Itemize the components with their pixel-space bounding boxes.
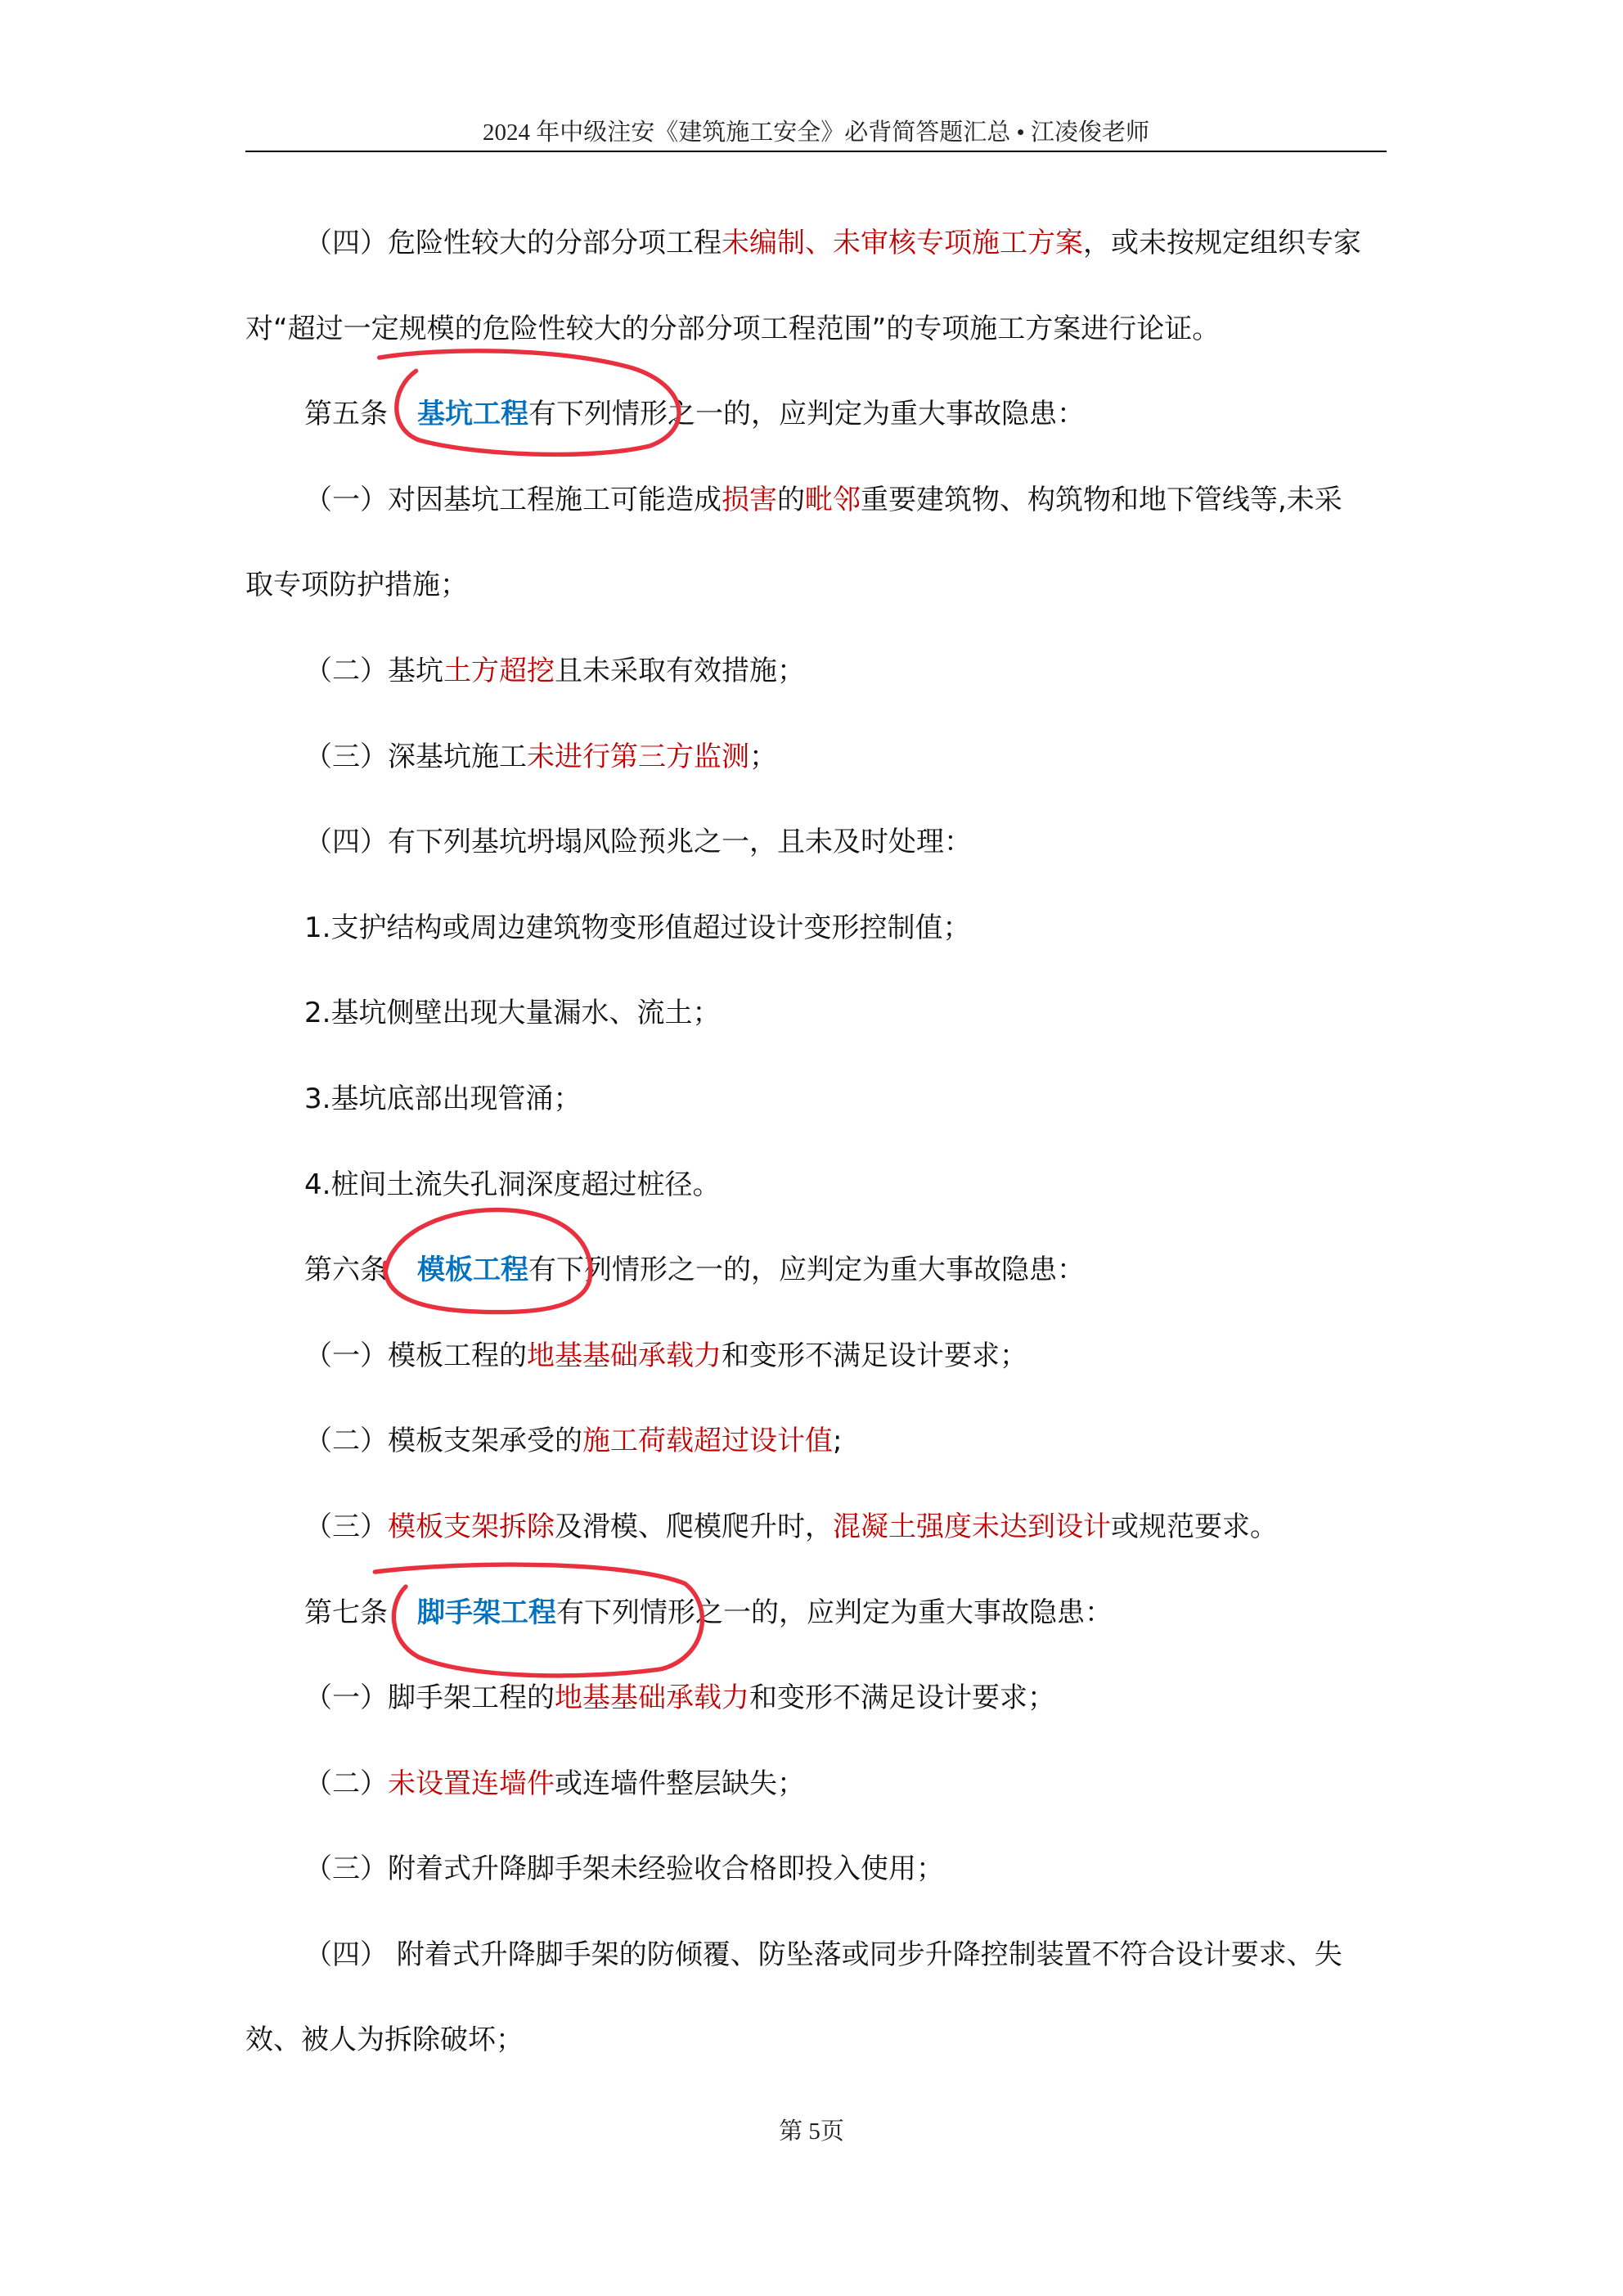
line-text: （四） 附着式升降脚手架的防倾覆、防坠落或同步升降控制装置不符合设计要求、失 [304,1938,1342,1971]
line-text: 有下列情形之一的，应判定为重大事故隐患： [528,1254,1085,1287]
text-line [245,1313,1387,1399]
text-line [245,457,1387,543]
line-text: （一）对因基坑工程施工可能造成 [304,483,722,516]
article-number: 第五条 [304,398,388,431]
article-subject-term: 基坑工程 [417,398,528,431]
line-text: （二）基坑 [304,654,443,687]
text-line [245,1912,1387,1998]
emphasis-red-text: 未进行第三方监测 [527,740,749,773]
line-text: 的 [777,483,805,516]
article-subject-term: 模板工程 [417,1254,528,1287]
text-line [245,1484,1387,1570]
line-text: （二）模板支架承受的 [304,1425,582,1458]
line-text: ; [833,1425,843,1458]
header-rule [245,151,1387,152]
emphasis-red-text: 地基基础承载力 [555,1681,749,1715]
emphasis-red-text: 损害 [722,483,777,516]
article-heading-line [245,371,1387,457]
emphasis-red-text: 施工荷载超过设计值 [582,1425,833,1458]
text-line [245,1398,1387,1484]
line-text: 效、被人为拆除破坏； [245,2024,524,2057]
line-text: 或连墙件整层缺失； [555,1767,805,1800]
numbered-item [245,1056,1387,1142]
line-text: 和变形不满足设计要求； [722,1339,1027,1372]
article-heading-line [245,1227,1387,1313]
page-header-title: 2024 年中级注安《建筑施工安全》必背简答题汇总 • 江凌俊老师 [483,119,1149,146]
emphasis-red-text: 土方超挖 [443,654,555,687]
article-number: 第七条 [304,1596,388,1629]
numbered-item [245,1142,1387,1228]
emphasis-red-text: 未编制、未审核专项施工方案 [722,227,1083,259]
line-text: 且未采取有效措施； [555,654,805,687]
text-line [245,628,1387,714]
article-heading-line [245,1570,1387,1656]
line-text: ； [749,740,777,773]
line-text: （一）模板工程的 [304,1339,527,1372]
line-text: 有下列情形之一的，应判定为重大事故隐患： [528,398,1085,431]
line-text: （四）有下列基坑坍塌风险预兆之一，且未及时处理： [304,826,972,859]
text-line [245,1655,1387,1741]
line-text: 1.支护结构或周边建筑物变形值超过设计变形控制值； [304,911,971,944]
text-line [245,1826,1387,1912]
emphasis-red-text: 毗邻 [805,483,861,516]
page-number: 第 5页 [779,2118,844,2145]
numbered-item [245,970,1387,1056]
emphasis-red-text: 地基基础承载力 [527,1339,722,1372]
emphasis-red-text: 未设置连墙件 [388,1767,555,1800]
line-text: 4.桩间土流失孔洞深度超过桩径。 [304,1168,721,1201]
line-text: 3.基坑底部出现管涌； [304,1082,582,1115]
text-line [245,286,1387,372]
line-text: 取专项防护措施； [245,569,468,602]
article-subject-term: 脚手架工程 [417,1596,556,1629]
line-text: 或规范要求。 [1111,1510,1278,1543]
line-text: 重要建筑物、构筑物和地下管线等,未采 [861,483,1342,516]
line-text: 对“超过一定规模的危险性较大的分部分项工程范围”的专项施工方案进行论证。 [245,312,1221,345]
article-number: 第六条 [304,1254,388,1287]
line-text: 和变形不满足设计要求； [749,1681,1055,1715]
text-line [245,1741,1387,1827]
line-text: （三） [304,1510,388,1543]
emphasis-red-text: 混凝土强度未达到设计 [833,1510,1111,1543]
emphasis-red-text: 模板支架拆除 [388,1510,555,1543]
line-text: （四）危险性较大的分部分项工程 [304,227,722,259]
document-body [245,200,1387,2083]
text-line [245,714,1387,800]
text-line [245,200,1387,286]
line-text: （三）附着式升降脚手架未经验收合格即投入使用； [304,1853,944,1886]
text-line [245,1997,1387,2083]
line-text: （三）深基坑施工 [304,740,527,773]
numbered-item [245,885,1387,971]
line-text: 有下列情形之一的，应判定为重大事故隐患： [556,1596,1113,1629]
line-text: （一）脚手架工程的 [304,1681,555,1715]
line-text: ，或未按规定组织专家 [1083,227,1361,259]
line-text: （二） [304,1767,388,1800]
text-line [245,542,1387,628]
line-text: 及滑模、爬模爬升时， [555,1510,833,1543]
line-text: 2.基坑侧壁出现大量漏水、流土； [304,997,721,1030]
text-line [245,799,1387,885]
